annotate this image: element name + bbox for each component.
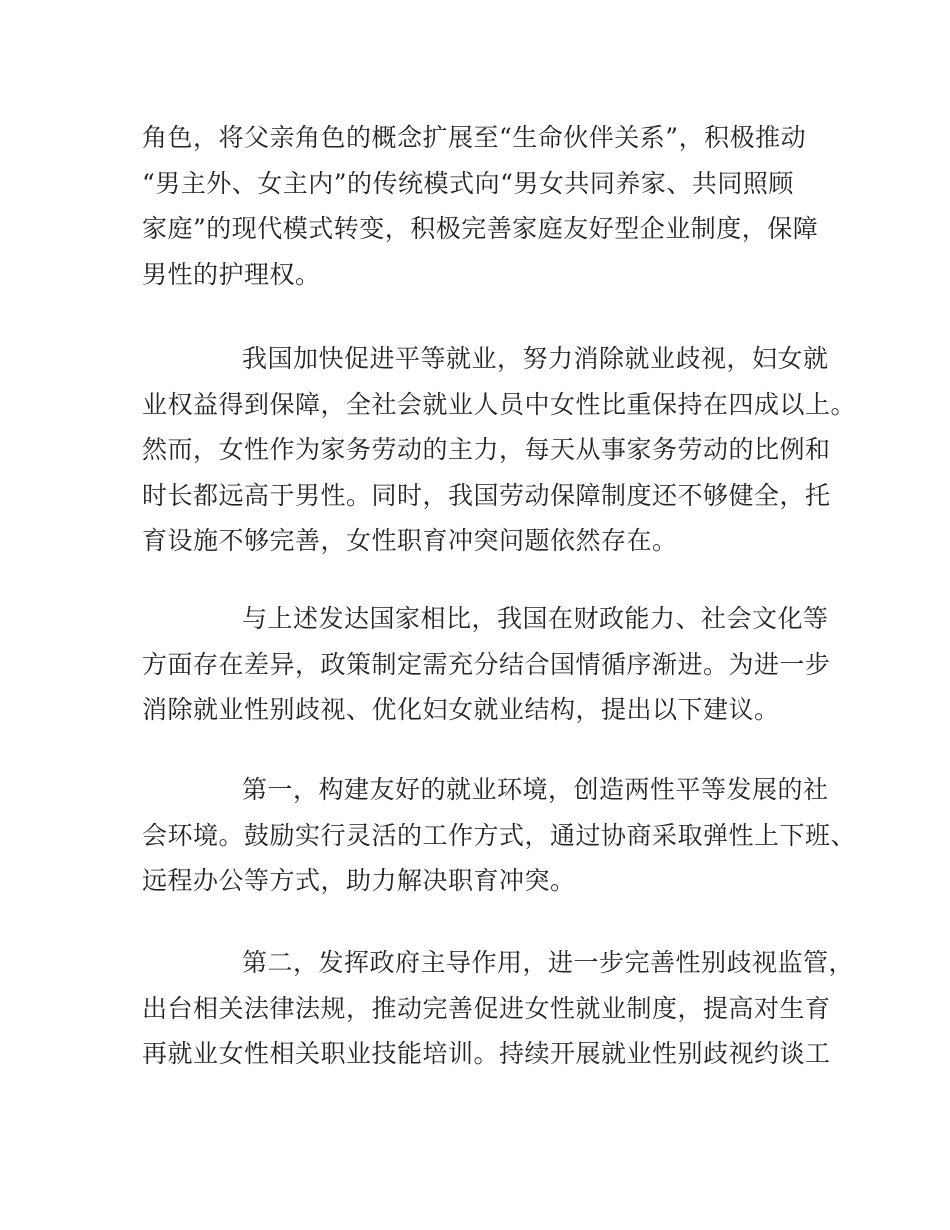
paragraph-line: 然而，女性作为家务劳动的主力，每天从事家务劳动的比例和: [142, 435, 831, 464]
paragraph-line: 会环境。鼓励实行灵活的工作方式，通过协商采取弹性上下班、: [142, 820, 857, 850]
paragraph-line: 男性的护理权。: [142, 259, 321, 289]
paragraph-line: 育设施不够完善，女性职育冲突问题依然存在。: [142, 526, 678, 555]
paragraph-suggestion-one: [142, 767, 857, 904]
paragraph-line: 家庭”的现代模式转变，积极完善家庭友好型企业制度，保障: [142, 214, 819, 243]
paragraph-line: 第一，构建友好的就业环境，创造两性平等发展的社: [242, 775, 829, 804]
paragraph-line: 出台相关法律法规，推动完善促进女性就业制度，提高对生育: [142, 993, 831, 1023]
paragraph-equal-employment: [142, 336, 857, 564]
paragraph-father-role: [142, 115, 822, 297]
paragraph-line: 方面存在差异，政策制定需充分结合国情循序渐进。为进一步: [142, 649, 831, 679]
paragraph-line: 与上述发达国家相比，我国在财政能力、社会文化等: [242, 604, 829, 633]
paragraph-comparison: [142, 596, 831, 733]
paragraph-line: 第二，发挥政府主导作用，进一步完善性别歧视监管，: [242, 948, 855, 977]
paragraph-line: 时长都远高于男性。同时，我国劳动保障制度还不够健全，托: [142, 480, 831, 510]
paragraph-line: 我国加快促进平等就业，努力消除就业歧视，妇女就: [242, 344, 829, 373]
paragraph-suggestion-two: [142, 940, 855, 1077]
paragraph-line: 消除就业性别歧视、优化妇女就业结构，提出以下建议。: [142, 695, 780, 724]
paragraph-line: “男主外、女主内”的传统模式向“男女共同养家、共同照顾: [142, 168, 794, 198]
paragraph-line: 再就业女性相关职业技能培训。持续开展就业性别歧视约谈工: [142, 1039, 831, 1068]
paragraph-line: 角色，将父亲角色的概念扩展至“生命伙伴关系”，积极推动: [142, 123, 807, 152]
paragraph-line: 业权益得到保障，全社会就业人员中女性比重保持在四成以上。: [142, 389, 857, 419]
paragraph-line: 远程办公等方式，助力解决职育冲突。: [142, 866, 576, 895]
